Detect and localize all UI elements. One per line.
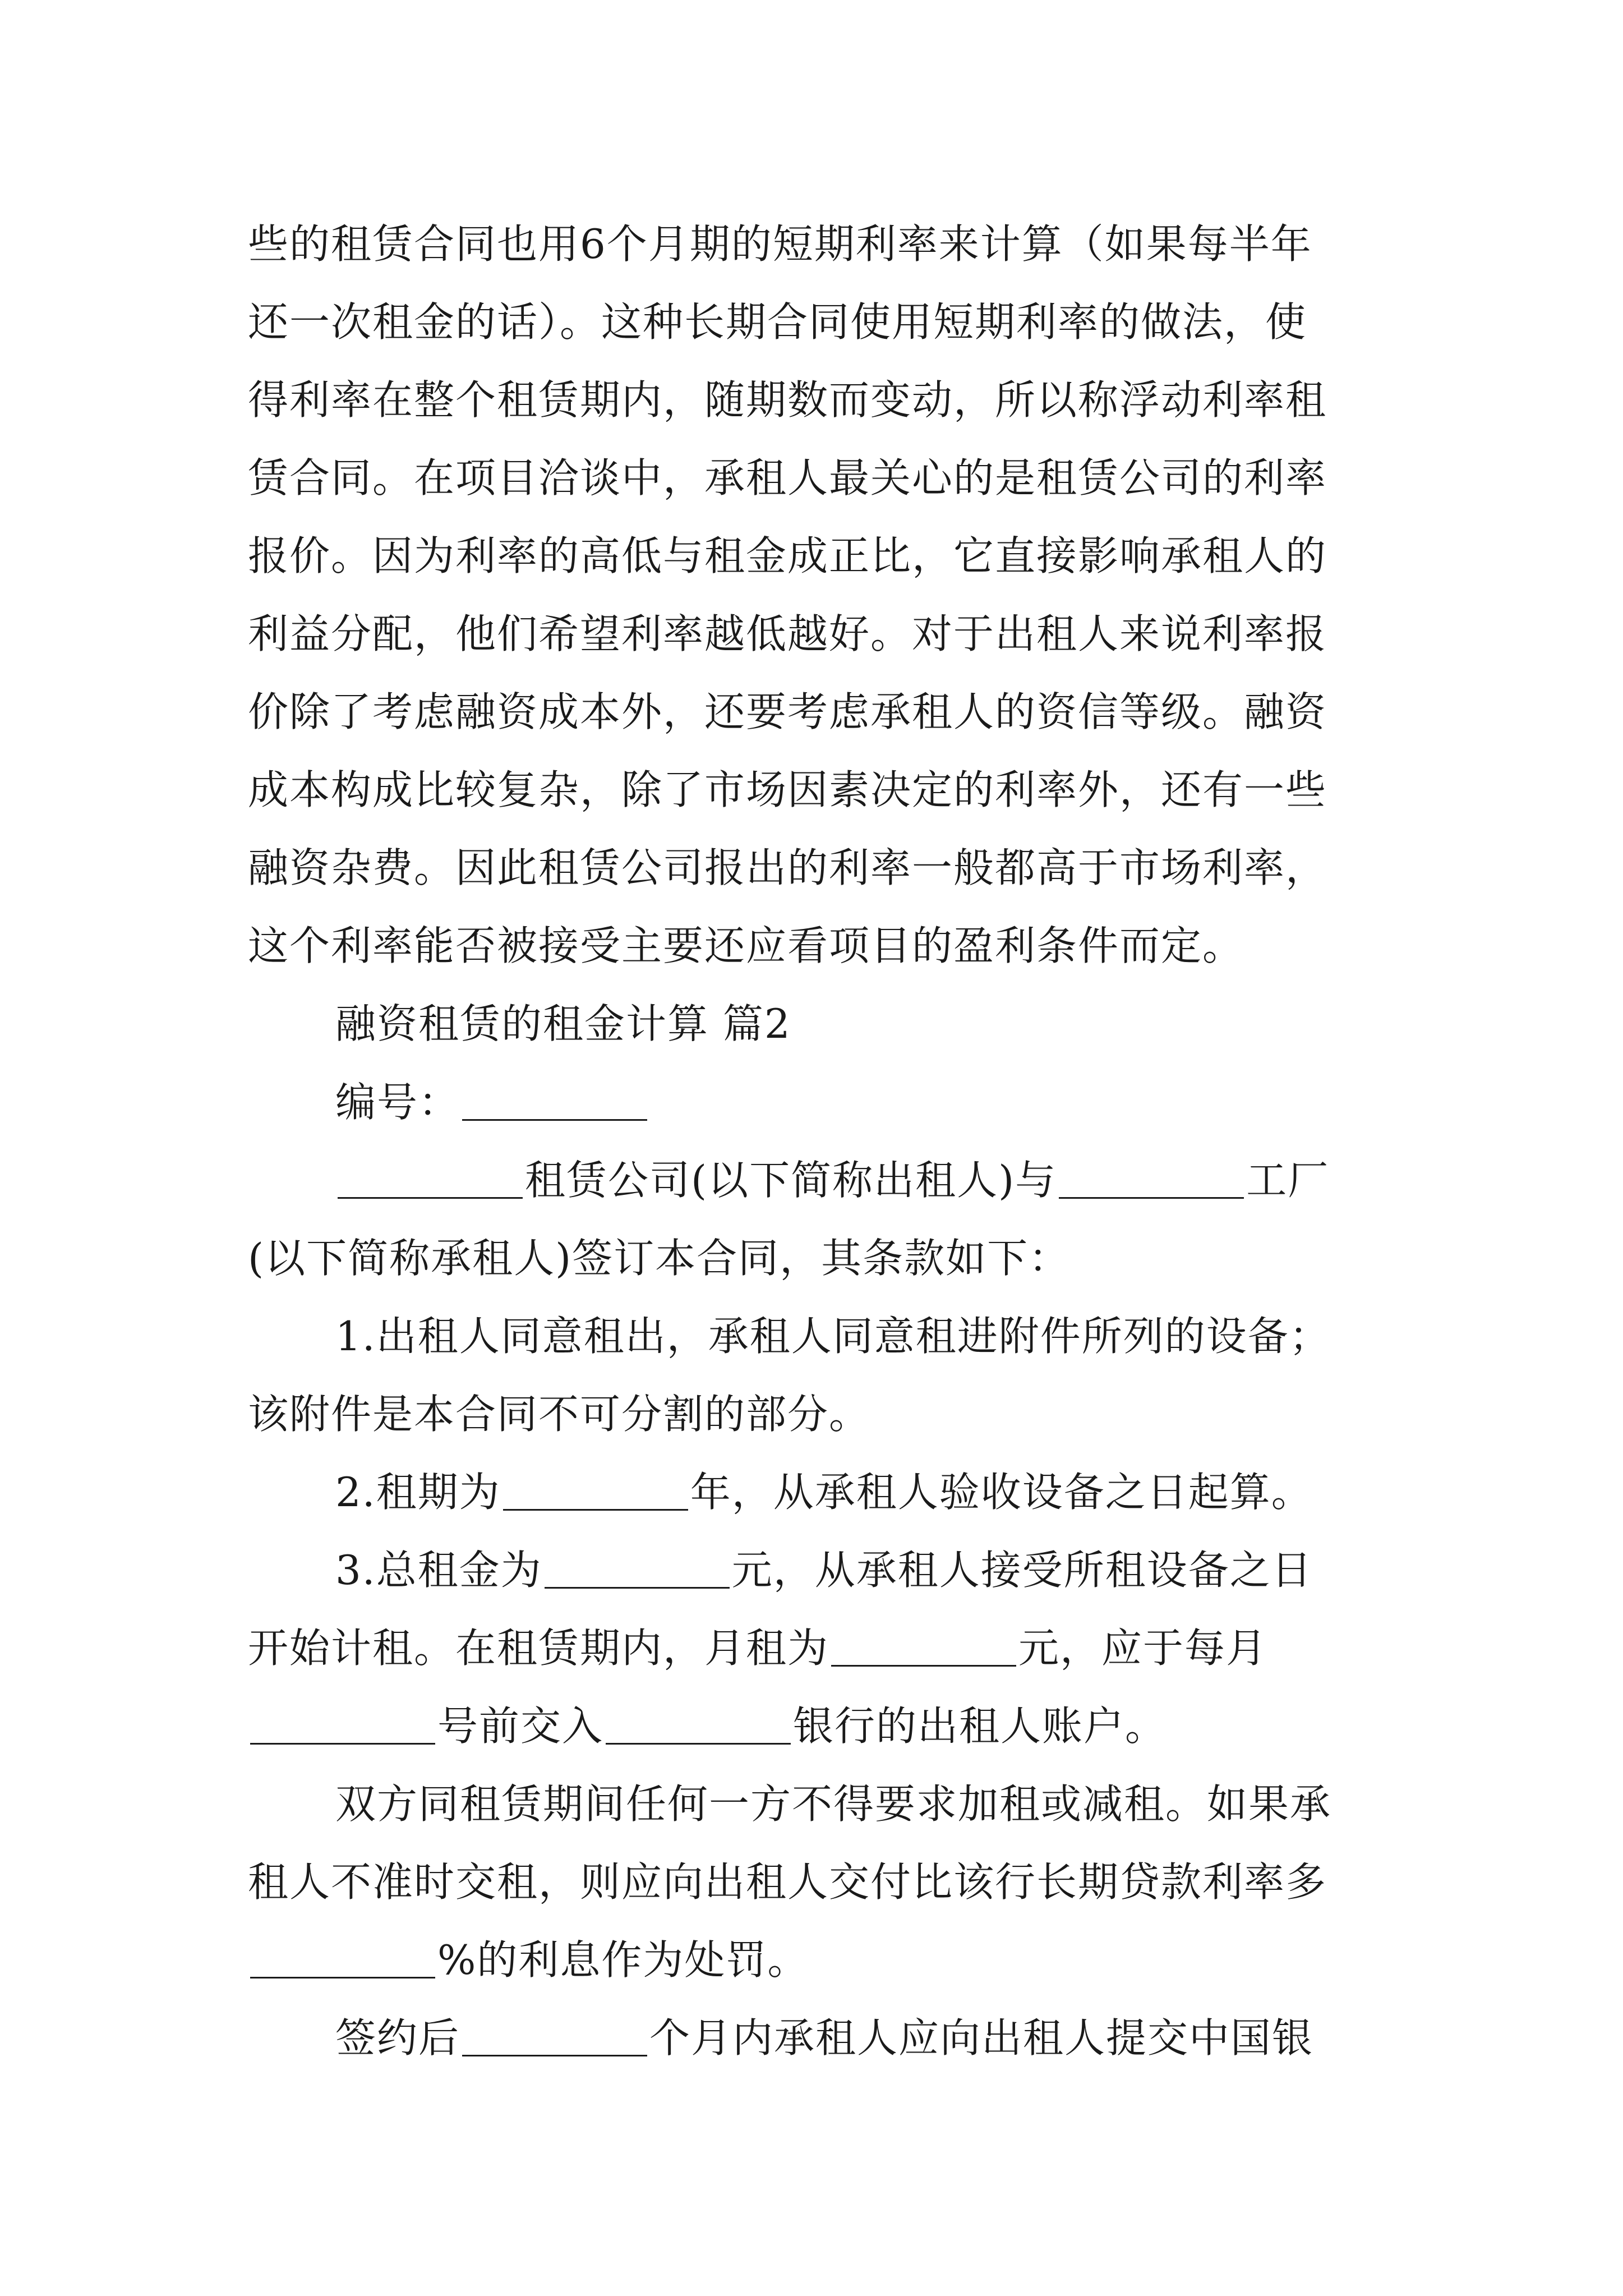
blank-field[interactable]: [250, 1936, 435, 1978]
blank-field[interactable]: [462, 1079, 647, 1121]
text-line: 报价。因为利率的高低与租金成正比，它直接影响承租人的: [248, 532, 1327, 579]
text-line: 这个利率能否被接受主要还应看项目的盈利条件而定。: [248, 922, 1244, 969]
text-line: (以下简称承租人)签订本合同，其条款如下：: [248, 1235, 1071, 1282]
clause-3-text-b: 元，从承租人接受所租设备之日: [731, 1547, 1313, 1594]
text-line: 融资杂费。因此租赁公司报出的利率一般都高于市场利率，: [248, 844, 1327, 891]
clause-3-line3-a: 号前交入: [437, 1703, 604, 1750]
sign-text-b: 个月内承租人应向出租人提交中国银: [649, 2014, 1314, 2062]
blank-field[interactable]: [503, 1469, 688, 1511]
text-line: 该附件是本合同不可分割的部分。: [248, 1391, 871, 1438]
clause-3: [335, 1531, 1474, 1609]
clause-2-text-b: 年，从承租人验收设备之日起算。: [690, 1469, 1313, 1516]
parties-line: [335, 1141, 1474, 1220]
blank-field[interactable]: [831, 1625, 1016, 1667]
text-line: 成本构成比较复杂，除了市场因素决定的利率外，还有一些: [248, 766, 1327, 813]
text-line: 双方同租赁期间任何一方不得要求加租或减租。如果承: [335, 1780, 1332, 1828]
text-line: 些的租赁合同也用6个月期的短期利率来计算（如果每半年: [248, 220, 1312, 268]
blank-field[interactable]: [545, 1547, 730, 1589]
blank-field[interactable]: [1059, 1157, 1244, 1199]
text-line: 价除了考虑融资成本外，还要考虑承租人的资信等级。融资: [248, 688, 1327, 735]
text-line: 租人不准时交租，则应向出租人交付比该行长期贷款利率多: [248, 1858, 1327, 1906]
blank-field[interactable]: [338, 1157, 523, 1199]
text-line: 还一次租金的话）。这种长期合同使用短期利率的做法，使: [248, 298, 1307, 346]
clause-3-text-a: 3.总租金为: [335, 1547, 542, 1594]
text-line: [248, 1921, 1386, 1999]
blank-field[interactable]: [606, 1703, 791, 1745]
section-title: 融资租赁的租金计算 篇2: [335, 1000, 791, 1047]
number-label: 编号：: [335, 1079, 460, 1126]
text-line: 赁合同。在项目洽谈中，承租人最关心的是租赁公司的利率: [248, 454, 1327, 501]
text-line: 得利率在整个租赁期内，随期数而变动，所以称浮动利率租: [248, 376, 1327, 424]
clause-1: 1.出租人同意租出，承租人同意租进附件所列的设备；: [335, 1313, 1331, 1360]
penalty-text: %的利息作为处罚。: [437, 1936, 809, 1984]
parties-text-b: 工厂: [1246, 1157, 1330, 1204]
text-line: [335, 1999, 1474, 2077]
text-line: [248, 1609, 1386, 1687]
clause-3-line3-b: 银行的出租人账户。: [793, 1703, 1167, 1750]
clause-2-text-a: 2.租期为: [335, 1469, 501, 1516]
clause-2: [335, 1453, 1474, 1531]
blank-field[interactable]: [462, 2014, 647, 2056]
clause-3-line2-a: 开始计租。在租赁期内，月租为: [248, 1625, 829, 1672]
number-line: [335, 1063, 1474, 1142]
parties-text-a: 租赁公司(以下简称出租人)与: [525, 1157, 1057, 1204]
blank-field[interactable]: [250, 1703, 435, 1745]
text-line: [248, 1687, 1386, 1765]
sign-text-a: 签约后: [335, 2014, 460, 2062]
clause-3-line2-b: 元，应于每月: [1018, 1625, 1268, 1672]
text-line: 利益分配，他们希望利率越低越好。对于出租人来说利率报: [248, 610, 1327, 657]
